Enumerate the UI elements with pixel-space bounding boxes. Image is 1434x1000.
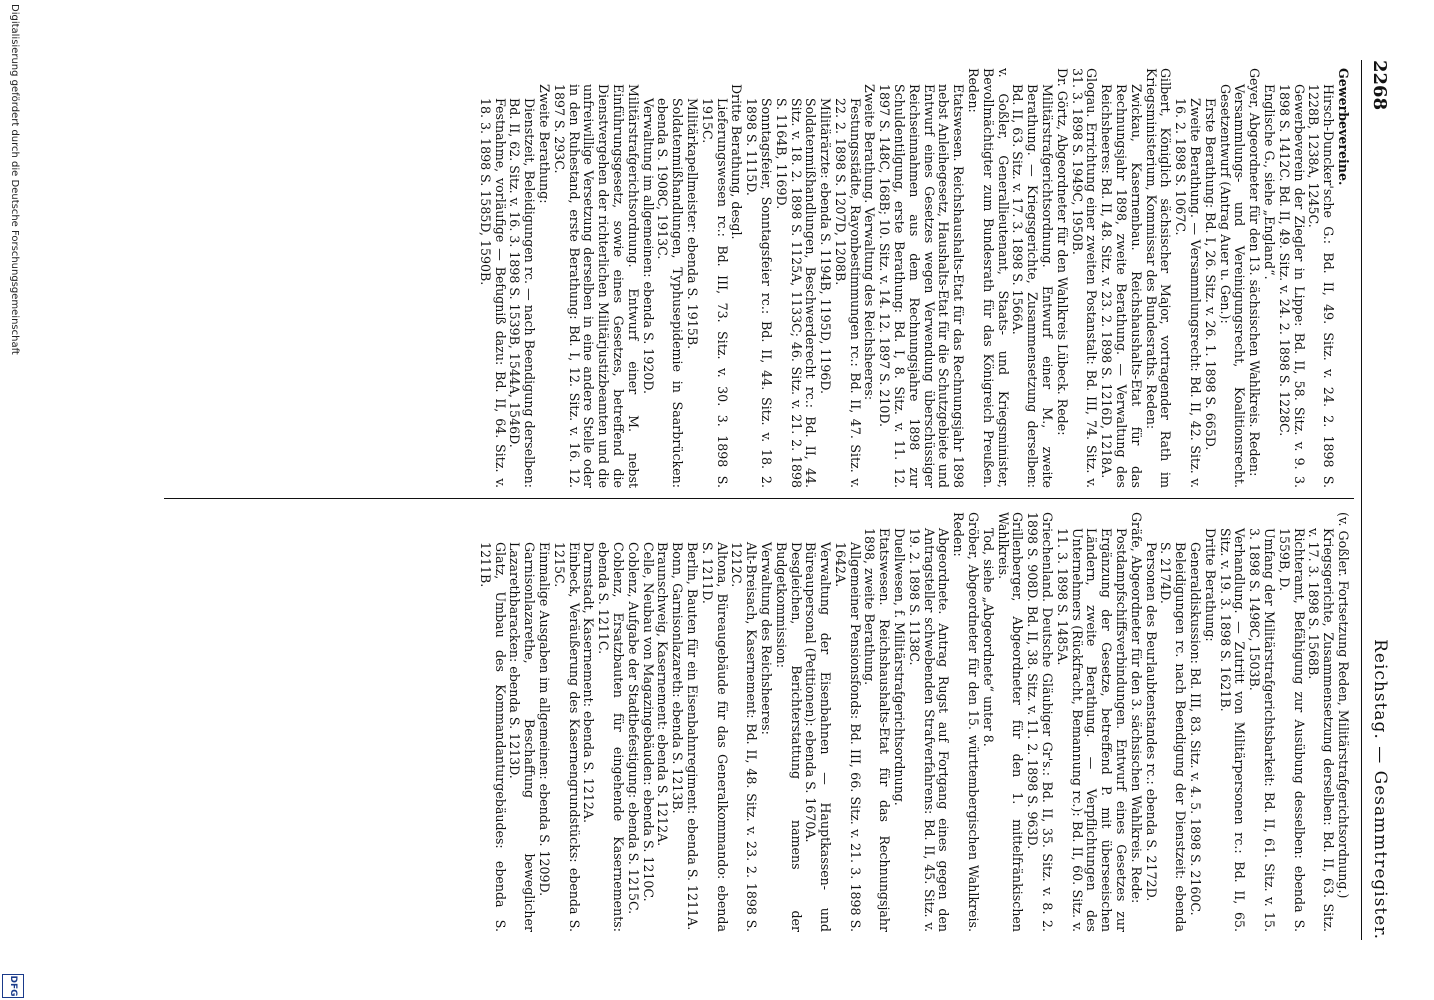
register-entry: Verwaltung im allgemeinen: ebenda S. 1920D. [640, 98, 656, 395]
register-entry: v. Goßler, Generallieutenant, Staats- und Kriegsminister, Bevollmächtigter zum Bundesrath für das Königreich Preußen. Reden: [966, 68, 1011, 488]
register-entry: Berlin, Bauten für ein Eisenbahnregiment: ebenda S. 1211A. [684, 542, 700, 931]
register-entry: Dienstzeit, Beleidigungen rc. — nach Beendigung derselben: Bd. II, 62. Sitz. v. 16. 3. 1898 S. 1539B, 1544A, 1546D. [507, 98, 538, 488]
register-entry: Bonn, Garnisonlazareth: ebenda S. 1213B. [670, 542, 686, 814]
register-entry: Einbeck, Veräußerung des Kasernengrundstücks: ebenda S. 1215C. [551, 542, 582, 932]
register-entry: Verwaltung der Eisenbahnen — Hauptkassen- und Büreaupersonal (Petitionen): ebenda S. 1670A. [803, 542, 834, 932]
register-entry: Coblenz, Ersatzbauten für eingehende Kasernements: ebenda S. 1211C. [596, 542, 626, 932]
register-entry: Braunschweig, Kasernement: ebenda S. 1212A. [655, 542, 671, 847]
register-entry: Zwickau, Kasernenbau. Reichshaushalts-Etat für das Rechnungsjahr 1898, zweite Berathung. — Verwaltung des Reichsheeres: Bd. II, 48. Sitz. v. 23. 2. 1898 S. 1216D, 1218A. [1099, 84, 1144, 488]
funding-note: Digitalisierung gefördert durch die Deutsche Forschungsgemeinschaft [9, 4, 20, 355]
register-entry: Englische G., siehe „England“. [1262, 84, 1278, 280]
register-entry: Geyer, Abgeordneter für den 13. sächsischen Wahlkreis. Reden: [1247, 68, 1263, 477]
register-entry: Zweite Berathung. — Versammlungsrecht: Bd. II, 42. Sitz. v. 16. 2. 1898 S. 1067C. [1173, 98, 1204, 488]
register-entry: Etatswesen. Reichshaushalts-Etat für das Rechnungsjahr 1898 nebst Anleihegesetz, Haushalts-Etat für die Schutzgebiete und Entwurf eines Gesetzes wegen Verwendung überschüssiger Reichseinnahmen aus dem Rechnungsjahre 1898 zur Schuldentilgung, erste Berathung: Bd. I, 8. Sitz. v. 11. 12. 1897 S. 148C, 168B; 10. Sitz. v. 14. 12. 1897 S. 210D. [877, 84, 967, 488]
register-entry: Grillenberger, Abgeordneter für den 1. mittelfränkischen Wahlkreis. [995, 512, 1026, 932]
register-entry: Dr. Görtz, Abgeordneter für den Wahlkreis Lübeck. Rede: [1054, 68, 1070, 436]
register-entry: Tod, siehe „Abgeordnete“ unter 8. [980, 528, 996, 747]
running-title: Reichstag. — Gesammtregister. [1370, 639, 1390, 940]
register-entry: Dritte Berathung, desgl. [729, 84, 745, 240]
register-entry: Generaldiskussion: Bd. III, 83. Sitz. v. 4. 5. 1898 S. 2160C. [1188, 542, 1204, 916]
register-entry: Kriegsgerichte, Zusammensetzung derselben: Bd. II, 63. Sitz. v. 17. 3. 1898 S. 1568B. [1306, 528, 1337, 932]
register-entry: Etatswesen. Reichshaushalts-Etat für das Rechnungsjahr 1898, zweite Berathung. [862, 528, 893, 932]
left-column [477, 68, 1350, 488]
register-entry: Zweite Berathung. Verwaltung des Reichsheeres: [862, 84, 878, 401]
register-entry: Soldatenmißhandlungen, Beschwerderecht rc.: Bd. II, 44. Sitz. v. 18. 2. 1898 S. 1125A, 1133C; 46. Sitz. v. 21. 2. 1898 S. 1164B, 1169D. [773, 98, 819, 488]
register-entry: Glogau. Errichtung einer zweiten Postanstalt: Bd. III, 74. Sitz. v. 31. 3. 1898 S. 1949C, 1950B. [1069, 68, 1100, 488]
page-number: 2268 [1369, 60, 1390, 111]
register-entry: Umfang der Militärstrafgerichtsbarkeit: Bd. II, 61. Sitz. v. 15. 3. 1898 S. 1498C, 1503B. [1247, 528, 1278, 932]
register-entry: Erste Berathung: Bd. I, 26. Sitz. v. 26. 1. 1898 S. 665D. [1202, 98, 1218, 451]
register-entry: Soldatenmißhandlungen, Typhusepidemie in Saarbrücken: ebenda S. 1908C, 1913C. [655, 98, 686, 488]
header-rule [1361, 60, 1362, 940]
register-entry: Gilbert, Königlich sächsischer Major, vortragender Rath im Kriegsministerium, Kommissar des Bundesraths. Reden: [1143, 68, 1174, 488]
register-entry: Gräfe, Abgeordneter für den 3. sächsischen Wahlkreis. Rede: [1128, 512, 1144, 904]
register-entry: Versammlungs- und Vereinigungsrecht, Koalitionsrecht. Gesetzentwurf (Antrag Auer u. Gen.): [1217, 84, 1248, 488]
register-entry: Altona, Büreaugebäude für das Generalkommando: ebenda S. 1211D. [699, 542, 730, 932]
register-entry: Glatz, Umbau des Kommandanturgebäudes: ebenda S. 1211B. [477, 542, 508, 932]
register-entry: (v. Goßler. Fortsetzung Reden, Militärstrafgerichtsordnung.) [1336, 512, 1351, 899]
register-entry: Postdampfschiffsverbindungen. Entwurf eines Gesetzes zur Ergänzung der Gesetze, betreffend P. mit überseeischen Ländern, zweite Berathung. — Verpflichtungen des Unternehmers (Rückfracht, Bemannung rc.): Bd. II, 60. Sitz. v. 11. 3. 1898 S. 1485A. [1054, 528, 1130, 932]
dfg-logo: DFG [2, 974, 24, 998]
register-entry: Celle, Neubau von Magazingebäuden: ebenda S. 1210C. [640, 542, 656, 902]
register-entry: Griechenland. Deutsche Gläubiger Gr's.: Bd. II, 35. Sitz. v. 8. 2. 1898 S. 908D. Bd. II, 38. Sitz. v. 11. 2. 1898 S. 963D. [1025, 512, 1056, 932]
page-header [1364, 60, 1390, 940]
register-entry: Abgeordnete. Antrag Rugst auf Fortgang eines gegen den Antragsteller schwebenden Strafverfahrens: Bd. II, 45. Sitz. v. 19. 2. 1898 S. 1138C. [906, 528, 952, 932]
register-entry: Verhandlung. — Zutritt von Militärpersonen rc.: Bd. II, 65. Sitz. v. 19. 3. 1898 S. 1621B. [1217, 528, 1248, 932]
register-entry: Coblenz, Aufgabe der Stadtbefestigung: ebenda S. 1215C. [625, 542, 641, 915]
register-entry: Hirsch-Duncker'sche G.: Bd. II, 49. Sitz. v. 24. 2. 1898 S. 1228B, 1238A, 1245C. [1306, 84, 1337, 488]
register-entry: Gröber, Abgeordneter für den 15. württembergischen Wahlkreis. Reden: [951, 512, 982, 932]
register-entry: Desgleichen, Berichterstattung namens der Budgetkommission: [773, 542, 804, 932]
register-entry: Sonntagsfeier, Sonntagsfeier rc.: Bd. II, 44. Sitz. v. 18. 2. 1898 S. 1115D. [744, 98, 774, 488]
register-entry: Festungsstädte, Rayonbestimmungen rc.: Bd. II, 47. Sitz. v. 22. 2. 1898 S. 1207D, 1208B. [832, 98, 863, 488]
register-entry: Personen des Beurlaubtenstandes rc.: ebenda S. 2172D. [1143, 542, 1159, 902]
register-entry: Militärstrafgerichtsordnung. Entwurf einer M., zweite Berathung. — Kriegsgerichte, Zusammensetzung derselben: Bd. II, 63. Sitz. v. 17. 3. 1898 S. 1566A. [1010, 84, 1056, 488]
register-entry: Alt-Breisach, Kasernement: Bd. II, 48. Sitz. v. 23. 2. 1898 S. 1212C. [729, 542, 760, 932]
register-entry: Beleidigungen rc. nach Beendigung der Dienstzeit: ebenda S. 2174D. [1158, 542, 1189, 932]
register-entry: Darmstadt, Kasernement: ebenda S. 1212A. [581, 542, 597, 823]
register-entry: Militärärzte: ebenda S. 1194B, 1195D, 1196D. [818, 98, 834, 395]
register-entry: Richteramt, Befähigung zur Ausübung desselben: ebenda S. 1559B, D. [1276, 528, 1307, 932]
right-column [477, 512, 1350, 932]
register-entry: Gewerbevereine. [1336, 68, 1351, 186]
register-entry: Garnisonlazarethe, Beschaffung beweglicher Lazarethbaracken: ebenda S. 1213D. [507, 542, 538, 932]
register-entry: Duellwesen, f. Militärstrafgerichtsordnung. [892, 528, 908, 806]
register-entry: Lieferungswesen rc.: Bd. III, 73. Sitz. v. 30. 3. 1898 S. 1915C. [699, 98, 730, 488]
register-entry: Allgemeiner Pensionsfonds: Bd. III, 66. Sitz. v. 21. 3. 1898 S. 1642A. [832, 542, 863, 932]
register-entry: Verwaltung des Reichsheeres: [758, 542, 774, 735]
column-divider [164, 498, 1354, 499]
register-entry: Dritte Berathung: [1202, 528, 1218, 642]
register-entry: Einmalige Ausgaben im allgemeinen: ebenda S. 1209D. [536, 542, 552, 897]
register-entry: Militärstrafgerichtsordnung. Entwurf einer M. nebst Einführungsgesetz, sowie eines Gesetzes, betreffend die Dienstvergehen der richterlichen Militärjustizbeamten und die unfreiwillige Versetzung derselben in eine andere Stelle oder in den Ruhestand, erste Berathung: Bd. I, 12. Sitz. v. 16. 12. 1897 S. 293C. [551, 84, 641, 488]
register-entry: Militärkapellmeister: ebenda S. 1915B. [684, 98, 700, 350]
register-entry: Gewerbeverein der Ziegler in Lippe: Bd. II, 58. Sitz. v. 9. 3. 1898 S. 1412C. Bd. II, 49. Sitz. v. 24. 2. 1898 S. 1228C. [1276, 84, 1307, 488]
register-entry: Festnahme, vorläufige — Befugniß dazu: Bd. II, 64. Sitz. v. 18. 3. 1898 S. 1585D, 1590B. [477, 98, 508, 488]
register-entry: Zweite Berathung: [536, 84, 552, 204]
